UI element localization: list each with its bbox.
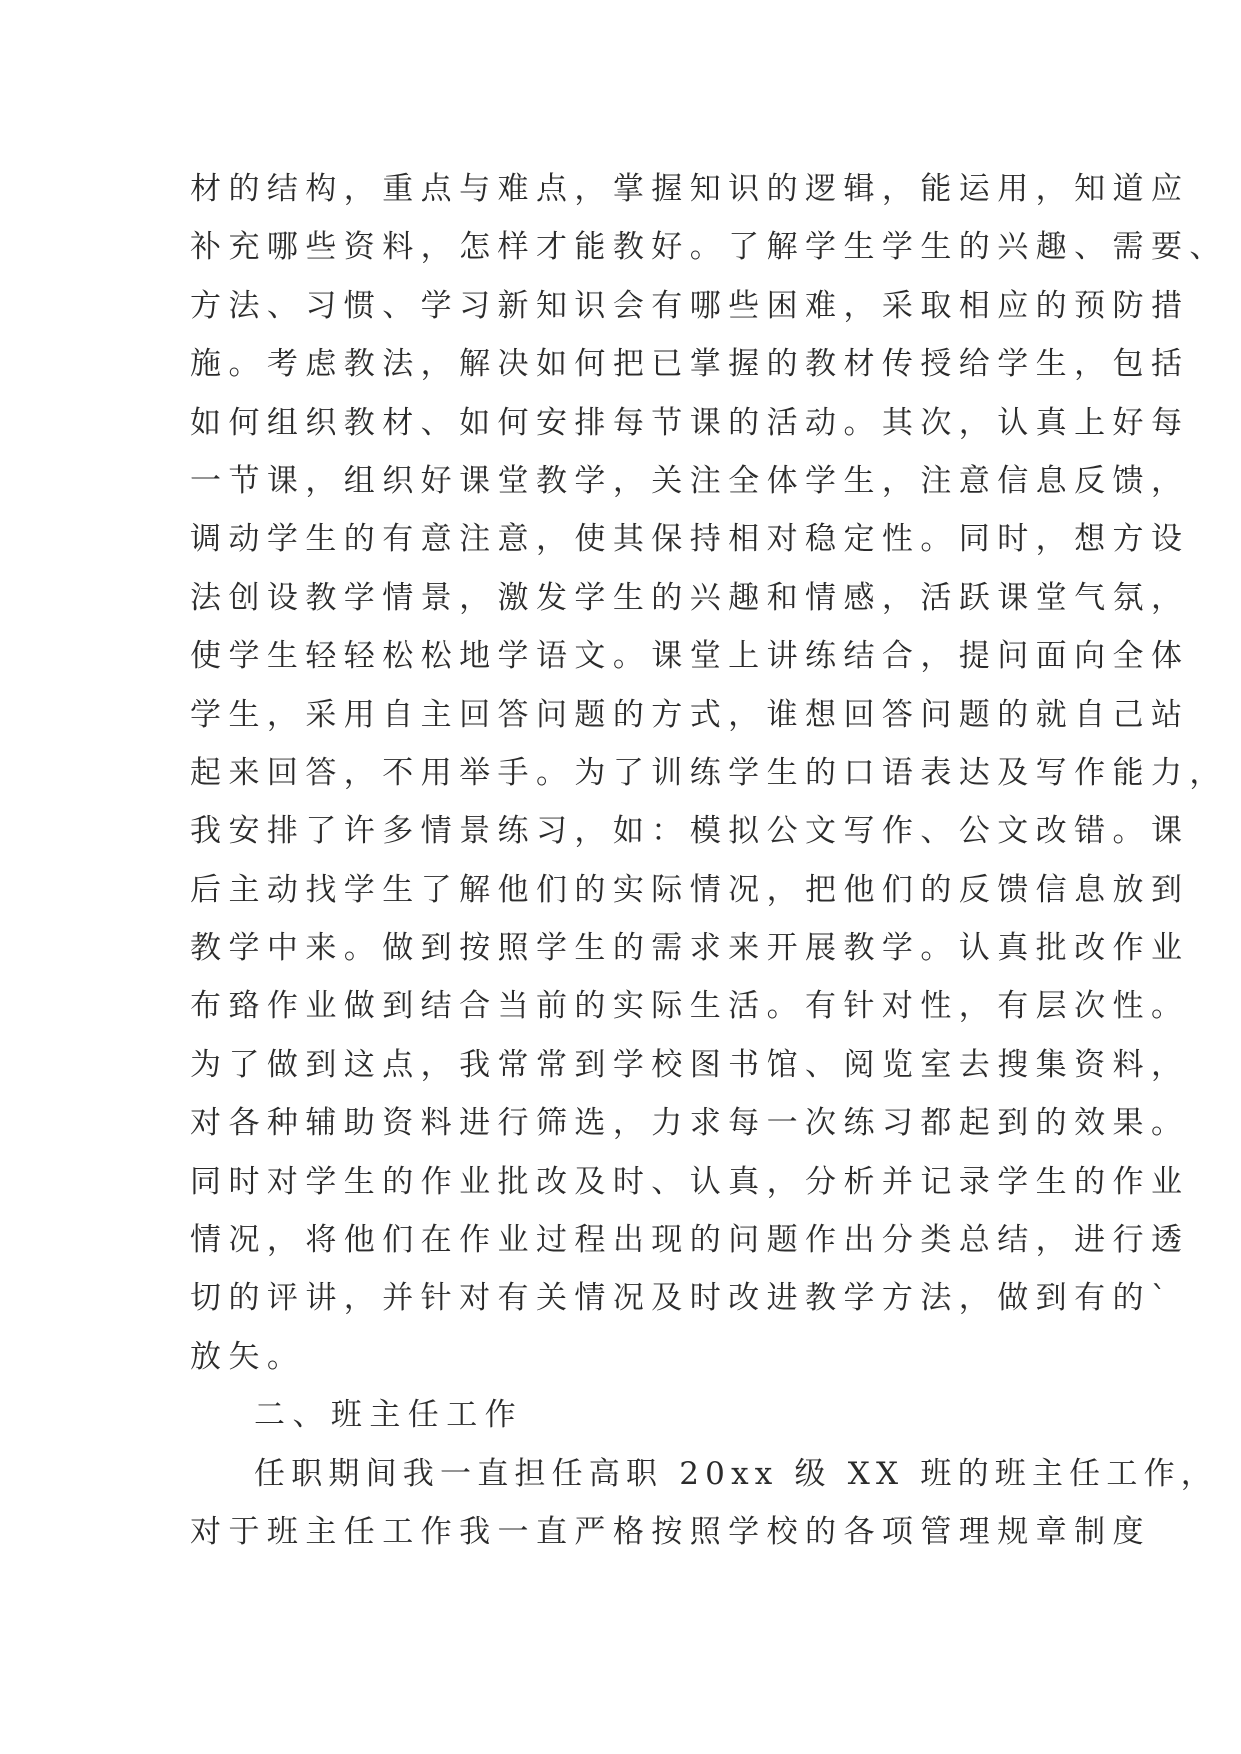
text-line: 我安排了许多情景练习，如：模拟公文写作、公文改错。课 xyxy=(190,813,1190,850)
section-heading: 二、班主任工作 xyxy=(254,1397,524,1434)
text-line: 施。考虑教法，解决如何把已掌握的教材传授给学生，包括 xyxy=(190,346,1190,383)
text-line: 对于班主任工作我一直严格按照学校的各项管理规章制度 xyxy=(190,1513,1151,1550)
text-line: 调动学生的有意注意，使其保持相对稳定性。同时，想方设 xyxy=(190,521,1190,558)
text-line: 补充哪些资料，怎样才能教好。了解学生学生的兴趣、需要、 xyxy=(190,229,1228,266)
text-line: 为了做到这点，我常常到学校图书馆、阅览室去搜集资料， xyxy=(190,1046,1190,1083)
text-line: 切的评讲，并针对有关情况及时改进教学方法，做到有的` xyxy=(190,1280,1174,1317)
text-line: 放矢。 xyxy=(190,1338,306,1375)
text-line: 教学中来。做到按照学生的需求来开展教学。认真批改作业 xyxy=(190,930,1190,967)
text-line: 对各种辅助资料进行筛选，力求每一次练习都起到的效果。 xyxy=(190,1105,1190,1142)
text-line: 学生，采用自主回答问题的方式，谁想回答问题的就自己站 xyxy=(190,696,1190,733)
text-line: 情况，将他们在作业过程出现的问题作出分类总结，进行透 xyxy=(190,1222,1190,1259)
text-line: 使学生轻轻松松地学语文。课堂上讲练结合，提问面向全体 xyxy=(190,638,1190,675)
body-text xyxy=(190,160,1228,1561)
text-line: 同时对学生的作业批改及时、认真，分析并记录学生的作业 xyxy=(190,1163,1190,1200)
text-line: 布臵作业做到结合当前的实际生活。有针对性，有层次性。 xyxy=(190,988,1190,1025)
text-line: 一节课，组织好课堂教学，关注全体学生，注意信息反馈， xyxy=(190,462,1190,499)
text-line: 起来回答，不用举手。为了训练学生的口语表达及写作能力， xyxy=(190,754,1228,791)
text-line: 法创设教学情景，激发学生的兴趣和情感，活跃课堂气氛， xyxy=(190,579,1190,616)
text-line: 材的结构，重点与难点，掌握知识的逻辑，能运用，知道应 xyxy=(190,171,1190,207)
text-line: 后主动找学生了解他们的实际情况，把他们的反馈信息放到 xyxy=(190,871,1190,908)
text-line: 方法、习惯、学习新知识会有哪些困难，采取相应的预防措 xyxy=(190,287,1190,324)
text-line: 如何组织教材、如何安排每节课的活动。其次，认真上好每 xyxy=(190,404,1190,441)
text-line: 任职期间我一直担任高职 20xx 级 XX 班的班主任工作， xyxy=(254,1455,1218,1492)
